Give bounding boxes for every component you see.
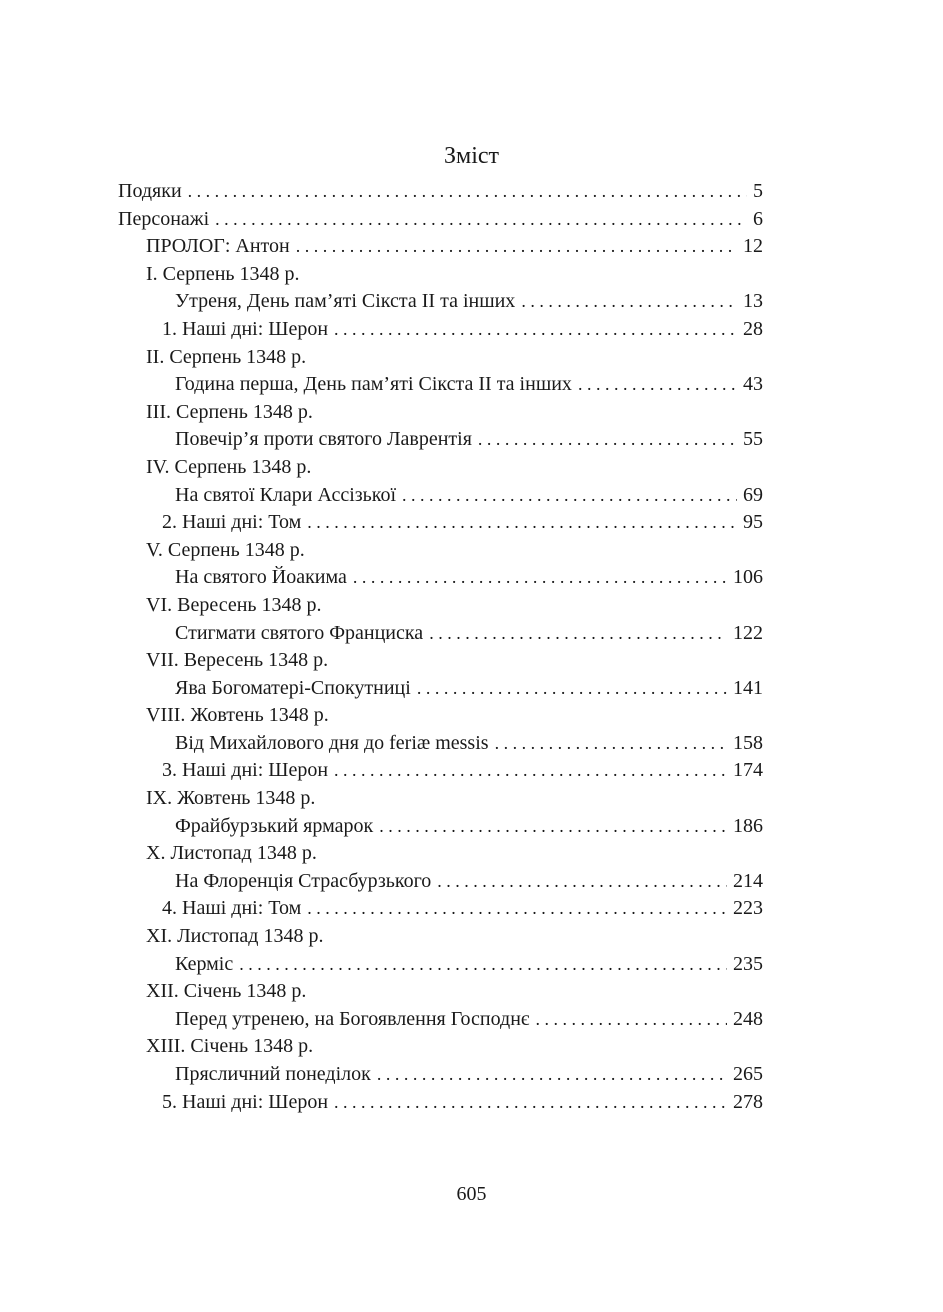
- toc-dot-leader: [437, 871, 727, 892]
- toc-entry-page: 223: [733, 897, 763, 920]
- toc-entry: [118, 346, 763, 374]
- toc-entry: [118, 704, 763, 732]
- toc-dot-leader: [417, 678, 727, 699]
- toc-entry: [118, 373, 763, 401]
- toc-entry: [118, 677, 763, 705]
- toc-entry-label: Перед утренею, на Богоявлення Господнє: [175, 1007, 530, 1030]
- toc-entry-label: II. Серпень 1348 р.: [146, 345, 307, 368]
- toc-entry-label: Від Михайлового дня до feriæ messis: [175, 731, 489, 754]
- toc-entry: [118, 263, 763, 291]
- toc-entry-label: Персонажі: [118, 207, 210, 230]
- toc-entry: [118, 566, 763, 594]
- toc-entry: [118, 842, 763, 870]
- toc-dot-leader: [334, 760, 727, 781]
- toc-entry-label: Година перша, День пам’яті Сікста II та інших: [175, 373, 572, 396]
- toc-entry-page: 174: [733, 759, 763, 782]
- toc-entry-page: 141: [733, 676, 763, 699]
- toc-entry: [118, 594, 763, 622]
- toc-entry: [118, 401, 763, 429]
- toc-entry-label: XII. Січень 1348 р.: [146, 980, 307, 1003]
- toc-entry-label: V. Серпень 1348 р.: [146, 538, 305, 561]
- toc-entry-page: 235: [733, 952, 763, 975]
- toc-entry-page: 158: [733, 731, 763, 754]
- toc-entry-label: XIII. Січень 1348 р.: [146, 1035, 314, 1058]
- toc-entry: [118, 235, 763, 263]
- toc-entry-label: VII. Вересень 1348 р.: [146, 649, 329, 672]
- page-title: Зміст: [443, 143, 500, 169]
- toc-entry-label: 2. Наші дні: Том: [162, 511, 302, 534]
- toc-dot-leader: [334, 1092, 727, 1113]
- toc-dot-leader: [536, 1009, 728, 1030]
- toc-entry: [118, 1035, 763, 1063]
- toc-entry: [118, 953, 763, 981]
- toc-dot-leader: [188, 181, 747, 202]
- toc-entry-label: Стигмати святого Франциска: [175, 621, 424, 644]
- toc-dot-leader: [296, 236, 737, 257]
- toc-entry-page: 55: [743, 428, 763, 451]
- toc-entry-page: 122: [733, 621, 763, 644]
- toc-entry-page: 214: [733, 869, 763, 892]
- toc-entry-page: 186: [733, 814, 763, 837]
- toc-entry-label: 1. Наші дні: Шерон: [162, 317, 329, 340]
- toc-entry-label: На святого Йоакима: [175, 566, 347, 589]
- toc-entry: [118, 428, 763, 456]
- toc-entry-label: IV. Серпень 1348 р.: [146, 455, 312, 478]
- toc-entry: [118, 870, 763, 898]
- toc-entry-page: 106: [733, 566, 763, 589]
- toc-entry: [118, 511, 763, 539]
- toc-entry-label: VIII. Жовтень 1348 р.: [146, 704, 329, 727]
- toc-dot-leader: [215, 209, 747, 230]
- toc-entry: [118, 649, 763, 677]
- table-of-contents: [118, 180, 763, 1118]
- toc-entry: [118, 484, 763, 512]
- toc-entry-label: Повечір’я проти святого Лаврентія: [175, 428, 472, 451]
- toc-entry: [118, 980, 763, 1008]
- toc-entry: [118, 1091, 763, 1119]
- toc-entry: [118, 539, 763, 567]
- toc-entry-page: 265: [733, 1063, 763, 1085]
- toc-entry: [118, 1008, 763, 1036]
- toc-entry: [118, 208, 763, 236]
- toc-entry-label: Фрайбурзький ярмарок: [175, 814, 374, 837]
- toc-entry-label: Ява Богоматері-Спокутниці: [175, 676, 411, 699]
- toc-entry-label: На святої Клари Ассізької: [175, 483, 397, 506]
- toc-entry-page: 6: [753, 207, 763, 230]
- toc-entry-label: IX. Жовтень 1348 р.: [146, 787, 316, 810]
- toc-entry: [118, 180, 763, 208]
- toc-entry-page: 43: [743, 373, 763, 396]
- toc-entry-page: 69: [743, 483, 763, 506]
- toc-entry-label: X. Листопад 1348 р.: [146, 842, 317, 865]
- toc-entry-label: Керміс: [175, 952, 234, 975]
- toc-entry-label: III. Серпень 1348 р.: [146, 400, 313, 423]
- page-number: 605: [456, 1183, 487, 1205]
- toc-entry-label: 5. Наші дні: Шерон: [162, 1090, 329, 1113]
- toc-entry-label: ПРОЛОГ: Антон: [146, 235, 290, 258]
- toc-dot-leader: [402, 485, 737, 506]
- toc-entry: [118, 290, 763, 318]
- toc-dot-leader: [239, 954, 727, 975]
- toc-entry: [118, 318, 763, 346]
- toc-entry-label: I. Серпень 1348 р.: [146, 262, 300, 285]
- toc-dot-leader: [307, 512, 737, 533]
- toc-entry-label: Утреня, День пам’яті Сікста II та інших: [175, 290, 516, 313]
- toc-dot-leader: [429, 623, 727, 644]
- toc-entry: [118, 759, 763, 787]
- toc-entry: [118, 1063, 763, 1091]
- toc-entry-label: Прясличний понеділок: [175, 1063, 371, 1085]
- toc-dot-leader: [377, 1064, 727, 1085]
- toc-entry-page: 13: [743, 290, 763, 313]
- toc-entry-label: VI. Вересень 1348 р.: [146, 593, 322, 616]
- toc-entry-page: 248: [733, 1007, 763, 1030]
- toc-dot-leader: [478, 429, 737, 450]
- toc-entry-label: 4. Наші дні: Том: [162, 897, 302, 920]
- toc-dot-leader: [334, 319, 737, 340]
- toc-entry-label: Подяки: [118, 180, 182, 202]
- toc-entry-page: 12: [743, 235, 763, 258]
- toc-entry-label: XI. Листопад 1348 р.: [146, 925, 324, 948]
- toc-entry-page: 278: [733, 1090, 763, 1113]
- toc-dot-leader: [521, 291, 737, 312]
- toc-entry: [118, 456, 763, 484]
- toc-entry: [118, 787, 763, 815]
- toc-entry-label: На Флоренція Страсбурзького: [175, 869, 432, 892]
- toc-entry: [118, 732, 763, 760]
- toc-dot-leader: [353, 567, 727, 588]
- toc-entry: [118, 622, 763, 650]
- toc-dot-leader: [379, 816, 727, 837]
- toc-entry: [118, 897, 763, 925]
- toc-entry-label: 3. Наші дні: Шерон: [162, 759, 329, 782]
- toc-entry: [118, 925, 763, 953]
- toc-entry: [118, 815, 763, 843]
- toc-dot-leader: [578, 374, 737, 395]
- toc-entry-page: 5: [753, 180, 763, 202]
- toc-entry-page: 28: [743, 317, 763, 340]
- toc-entry-page: 95: [743, 511, 763, 534]
- toc-dot-leader: [307, 898, 727, 919]
- toc-dot-leader: [495, 733, 727, 754]
